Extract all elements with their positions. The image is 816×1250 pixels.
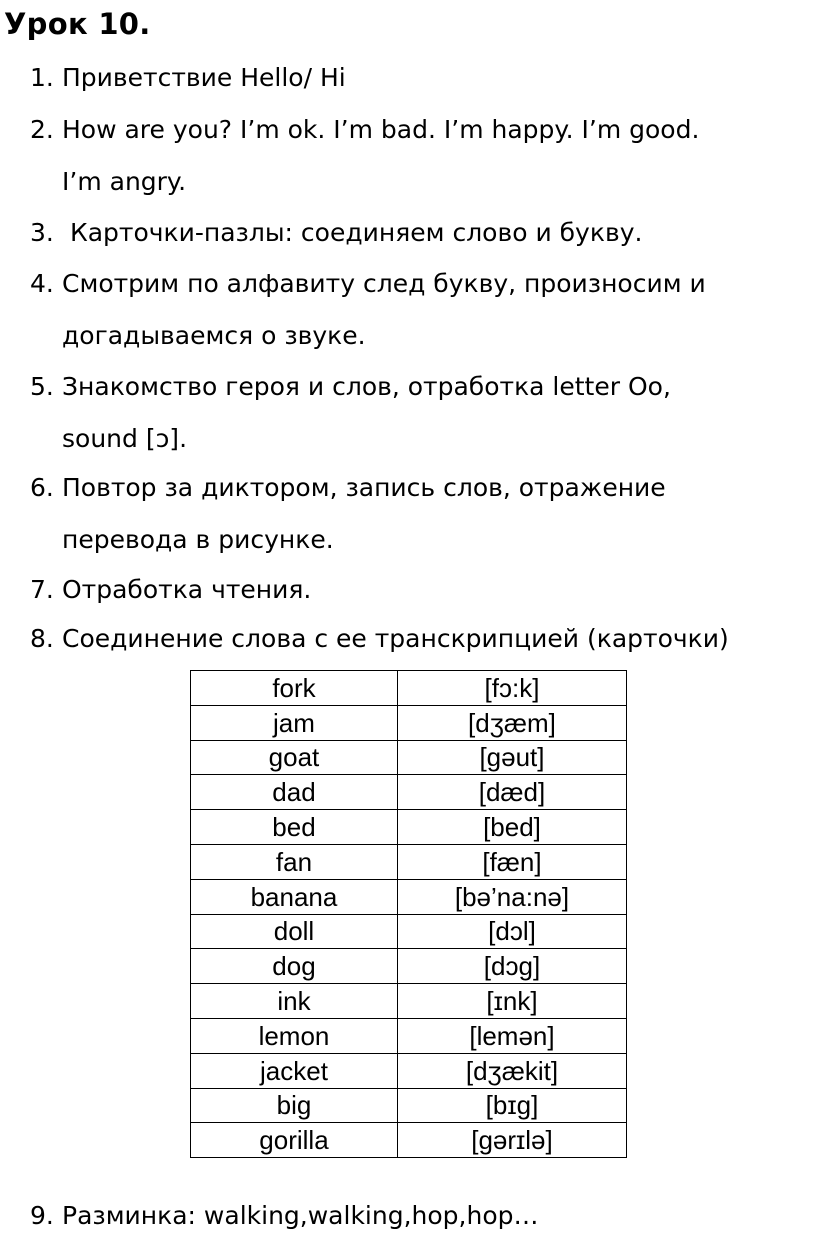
transcription-cell: [gəut] [397,740,626,775]
item-number: 9. [30,1201,54,1230]
item-text: How are you? I’m ok. I’m bad. I’m happy. I’m good. [62,115,700,144]
item-number: 5. [30,372,54,401]
item-number: 8. [30,624,54,653]
transcription-cell: [dɔg] [397,949,626,984]
item-text: Знакомство героя и слов, отработка letter Oo, [62,372,671,401]
word-cell: bed [191,810,398,845]
item-number: 1. [30,63,54,92]
table-row [191,984,627,1019]
list-item [30,462,810,566]
list-item [30,361,810,465]
list-item [30,258,810,362]
word-cell: banana [191,879,398,914]
word-cell: goat [191,740,398,775]
transcription-cell: [bed] [397,810,626,845]
item-text-continued: перевода в рисунке. [62,525,334,554]
list-item [30,613,810,665]
word-cell: ink [191,984,398,1019]
word-cell: dog [191,949,398,984]
item-text-continued: догадываемся о звуке. [62,321,366,350]
lesson-title: Урок 10. [4,7,151,41]
item-text-continued: I’m angry. [62,167,187,196]
transcription-cell: [gərɪlə] [397,1123,626,1158]
transcription-cell: [lemən] [397,1018,626,1053]
item-text: Смотрим по алфавиту след букву, произносим и [62,269,706,298]
table-row [191,1018,627,1053]
transcription-cell: [fɔ:k] [397,671,626,706]
transcription-cell: [ɪnk] [397,984,626,1019]
transcription-cell: [bə’na:nə] [397,879,626,914]
word-cell: doll [191,914,398,949]
word-cell: fork [191,671,398,706]
transcription-cell: [dɔl] [397,914,626,949]
word-cell: jam [191,705,398,740]
item-text: Отработка чтения. [62,575,312,604]
item-text: Карточки-пазлы: соединяем слово и букву. [62,218,643,247]
transcription-cell: [dæd] [397,775,626,810]
table-row [191,810,627,845]
table-row [191,844,627,879]
word-transcription-table [190,670,627,1158]
table-row [191,949,627,984]
table-row [191,1123,627,1158]
item-number: 3. [30,218,54,247]
table-row [191,775,627,810]
item-number: 7. [30,575,54,604]
table-row [191,1088,627,1123]
list-item [30,52,810,104]
word-cell: lemon [191,1018,398,1053]
item-text: Разминка: walking,walking,hop,hop… [62,1201,539,1230]
transcription-cell: [dʒækit] [397,1053,626,1088]
word-cell: big [191,1088,398,1123]
word-cell: jacket [191,1053,398,1088]
word-cell: fan [191,844,398,879]
table-row [191,671,627,706]
transcription-cell: [fæn] [397,844,626,879]
item-text-continued: sound [ɔ]. [62,424,188,453]
item-number: 4. [30,269,54,298]
word-cell: dad [191,775,398,810]
list-item [30,104,810,208]
transcription-cell: [dʒæm] [397,705,626,740]
table-row [191,914,627,949]
list-item [30,564,810,616]
table-row [191,879,627,914]
table-row [191,740,627,775]
item-text: Приветствие Hello/ Hi [62,63,346,92]
table-row [191,705,627,740]
item-number: 6. [30,473,54,502]
transcription-cell: [bɪg] [397,1088,626,1123]
item-number: 2. [30,115,54,144]
list-item [30,1190,810,1242]
word-cell: gorilla [191,1123,398,1158]
item-text: Повтор за диктором, запись слов, отражение [62,473,666,502]
item-text: Соединение слова с ее транскрипцией (карточки) [62,624,729,653]
list-item [30,207,810,259]
table-row [191,1053,627,1088]
